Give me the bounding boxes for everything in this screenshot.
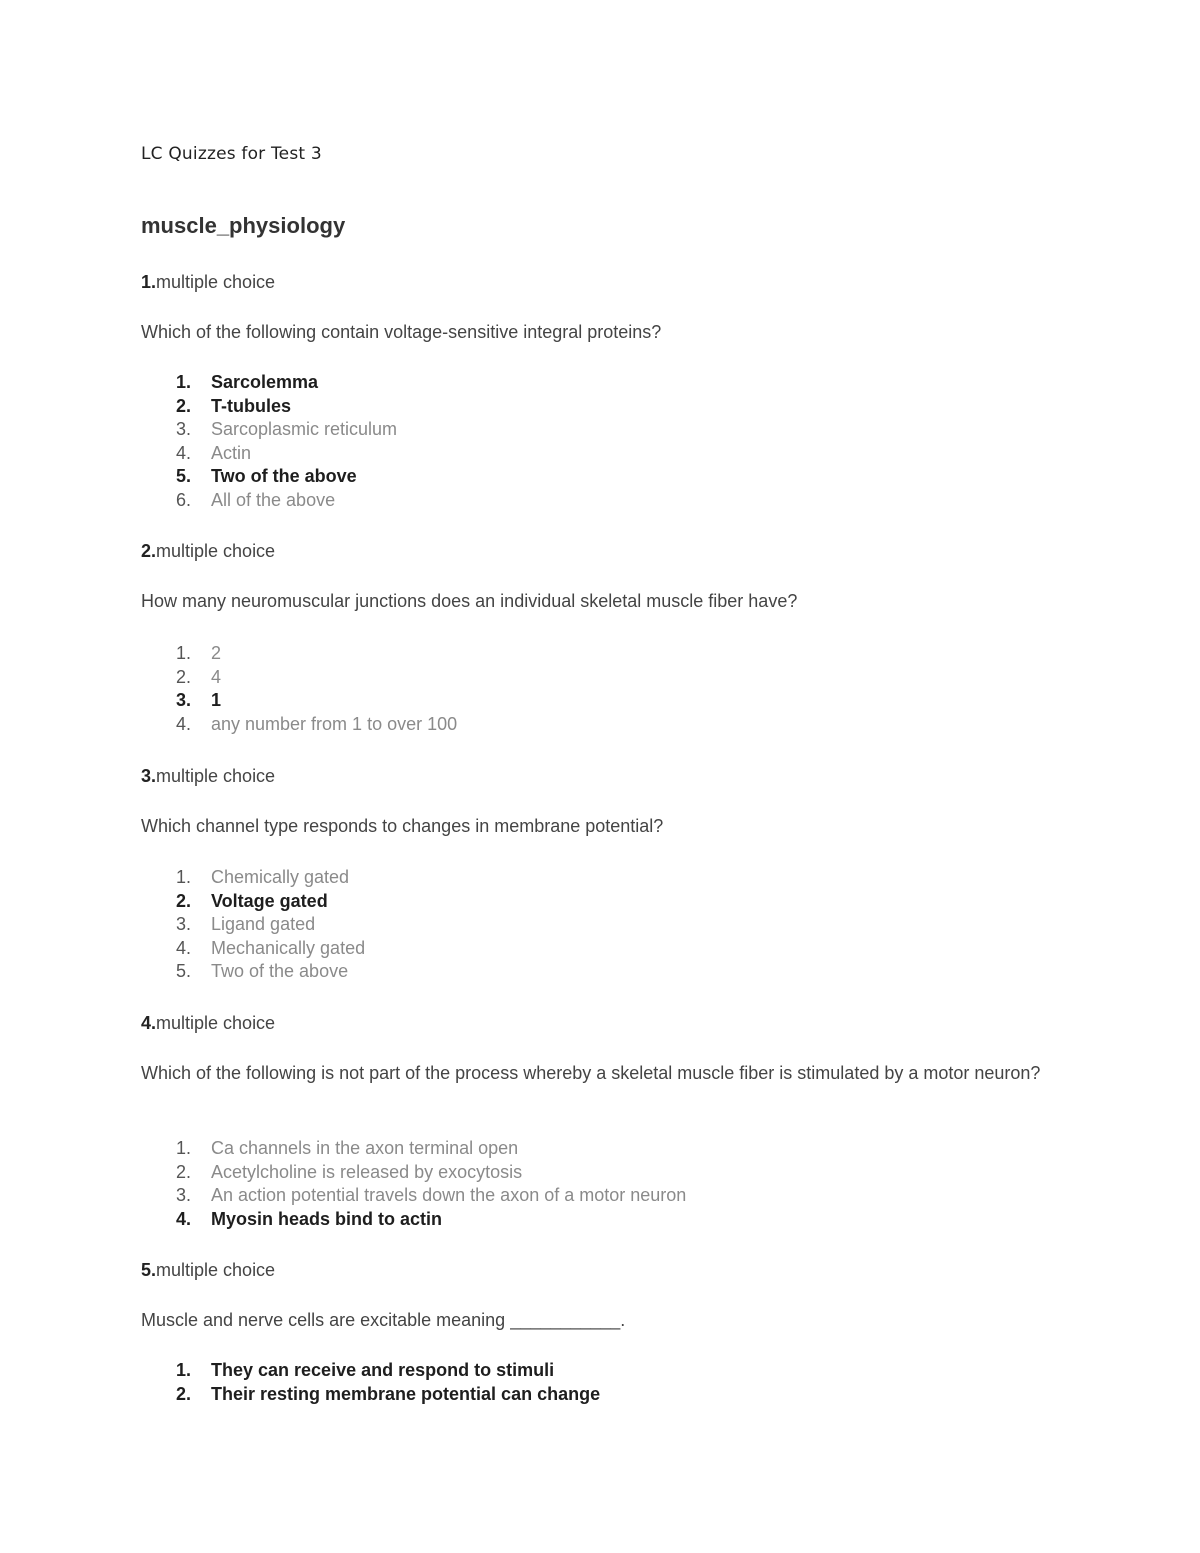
answer-text: Two of the above — [211, 961, 349, 982]
answer-text: Their resting membrane potential can change — [211, 1383, 601, 1404]
document-title: LC Quizzes for Test 3 — [141, 144, 322, 164]
answer-number: 1. — [176, 643, 192, 663]
question-type: multiple choice — [156, 541, 276, 561]
question-number: 3. — [141, 766, 157, 786]
answer-number: 1. — [176, 867, 192, 887]
question-2 — [141, 539, 1061, 734]
question-text: Which channel type responds to changes in membrane potential? — [141, 816, 664, 836]
answer-number: 2. — [176, 1383, 192, 1404]
section-title: muscle_physiology — [141, 213, 346, 238]
answer-text: Ligand gated — [211, 914, 316, 935]
question-text: Which of the following is not part of the process whereby a skeletal muscle fiber is stimulated by a motor neuron? — [141, 1063, 1041, 1083]
question-type: multiple choice — [156, 1260, 276, 1280]
answer-number: 1. — [176, 1138, 192, 1158]
answer-number: 3. — [176, 419, 192, 440]
question-1 — [141, 270, 1061, 510]
answer-number: 6. — [176, 489, 192, 510]
answer-number: 2. — [176, 1161, 192, 1182]
answer-number: 2. — [176, 890, 192, 911]
answer-number: 5. — [176, 466, 192, 487]
answer-text: Chemically gated — [211, 867, 350, 887]
question-header — [141, 270, 1061, 294]
answer-text: T-tubules — [211, 395, 291, 416]
answer-text: Myosin heads bind to actin — [211, 1208, 443, 1229]
answer-text: 2 — [211, 643, 222, 663]
answer-number: 3. — [176, 1185, 192, 1206]
question-text: Muscle and nerve cells are excitable meaning ___________. — [141, 1310, 626, 1330]
answer-number: 2. — [176, 666, 192, 687]
question-4 — [141, 1011, 1061, 1229]
question-header — [141, 764, 1061, 788]
question-header — [141, 539, 1061, 563]
answer-number: 2. — [176, 395, 192, 416]
question-header — [141, 1011, 1061, 1035]
answer-text: Sarcolemma — [211, 372, 319, 392]
question-number: 4. — [141, 1013, 157, 1033]
answer-number: 1. — [176, 372, 192, 392]
question-text: Which of the following contain voltage-sensitive integral proteins? — [141, 322, 662, 342]
question-3 — [141, 764, 1061, 982]
answer-text: Actin — [211, 442, 252, 463]
question-5 — [141, 1258, 1061, 1404]
answer-number: 1. — [176, 1360, 192, 1380]
question-number: 1. — [141, 272, 157, 292]
answer-text: All of the above — [211, 489, 336, 510]
answer-text: Acetylcholine is released by exocytosis — [211, 1161, 523, 1182]
answer-text: Mechanically gated — [211, 937, 366, 958]
answer-number: 3. — [176, 914, 192, 935]
answer-text: They can receive and respond to stimuli — [211, 1360, 555, 1380]
answer-text: 4 — [211, 666, 222, 687]
answer-number: 4. — [176, 1208, 192, 1229]
answer-number: 4. — [176, 937, 192, 958]
answer-text: Ca channels in the axon terminal open — [211, 1138, 519, 1158]
question-header — [141, 1258, 1061, 1282]
question-number: 2. — [141, 541, 157, 561]
answer-number: 4. — [176, 442, 192, 463]
answer-text: An action potential travels down the axon of a motor neuron — [211, 1185, 687, 1206]
question-number: 5. — [141, 1260, 157, 1280]
answer-number: 3. — [176, 690, 192, 711]
question-type: multiple choice — [156, 766, 276, 786]
question-text: How many neuromuscular junctions does an individual skeletal muscle fiber have? — [141, 591, 798, 611]
answer-text: Two of the above — [211, 466, 357, 487]
answer-number: 5. — [176, 961, 192, 982]
answer-text: Sarcoplasmic reticulum — [211, 419, 398, 440]
answer-number: 4. — [176, 713, 192, 734]
answer-text: any number from 1 to over 100 — [211, 713, 458, 734]
answer-text: Voltage gated — [211, 890, 328, 911]
answer-text: 1 — [211, 690, 222, 711]
question-type: multiple choice — [156, 1013, 276, 1033]
question-type: multiple choice — [156, 272, 276, 292]
